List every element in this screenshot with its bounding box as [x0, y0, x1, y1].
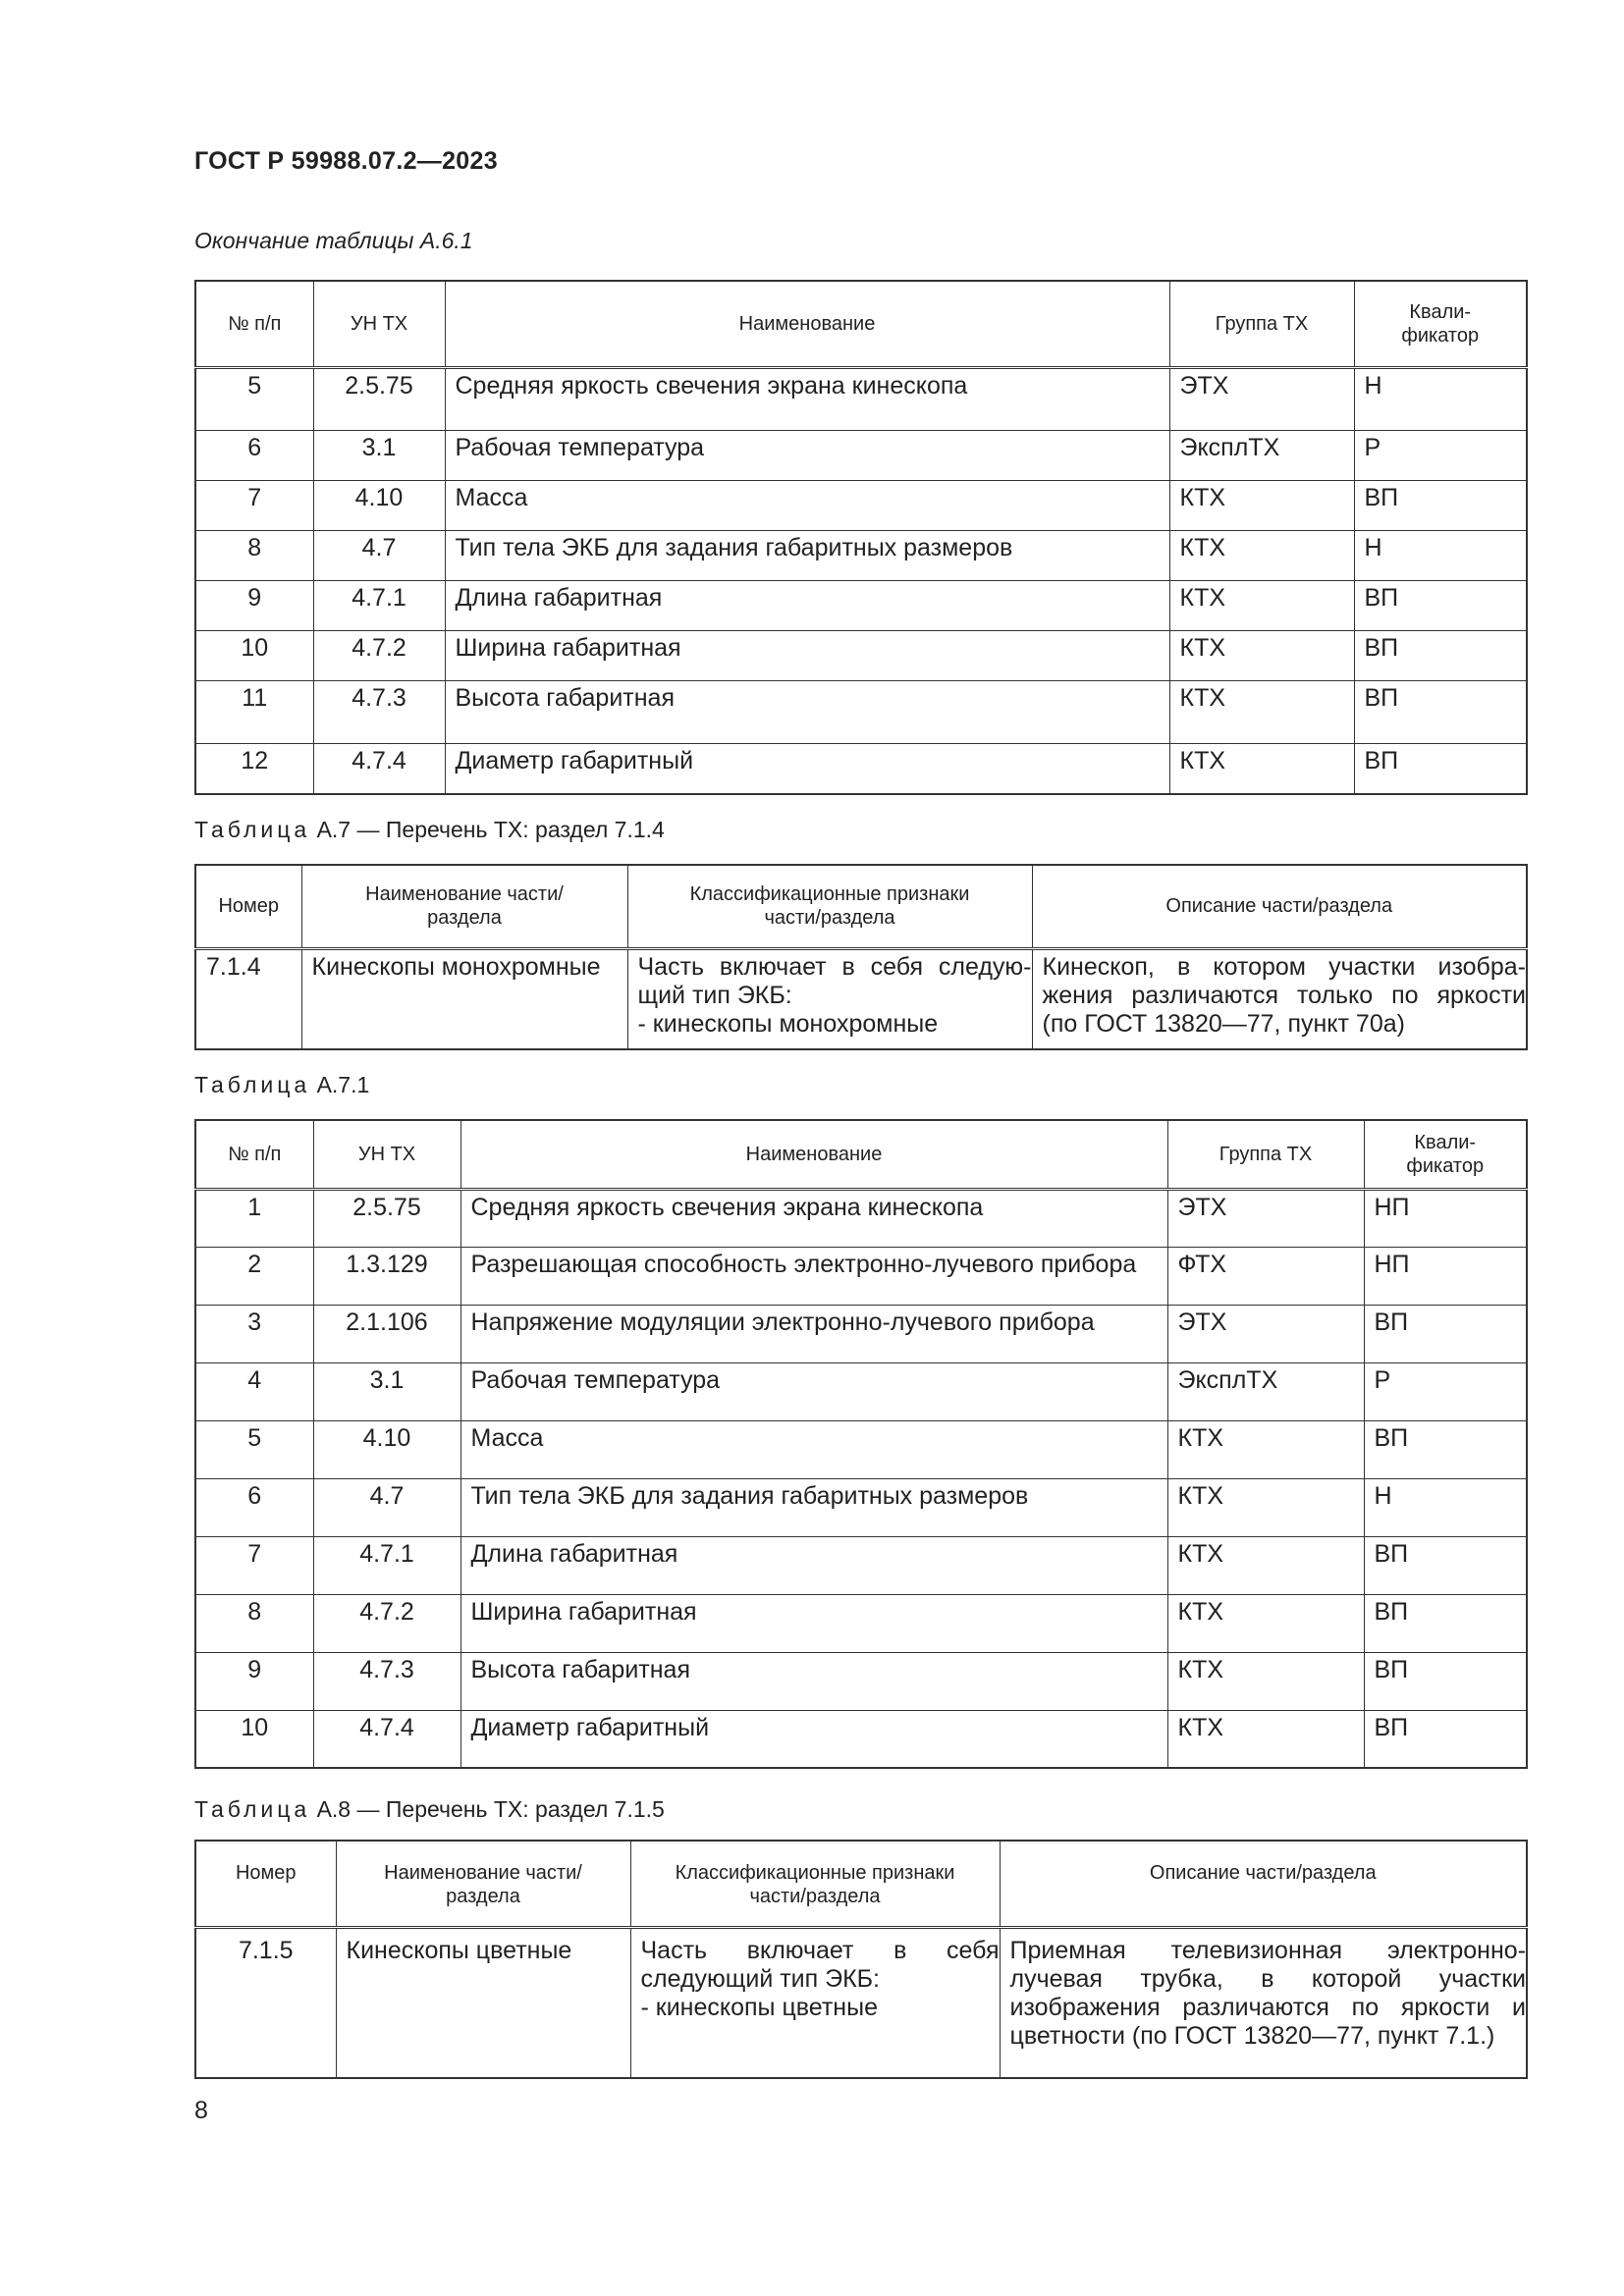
characteristic-group: КТХ	[1167, 1710, 1364, 1768]
characteristic-code: 3.1	[313, 1362, 460, 1420]
table-row	[195, 1362, 1527, 1420]
table-row	[195, 1927, 1527, 2078]
characteristic-name: Диаметр габаритный	[460, 1710, 1167, 1768]
description-line: Приемная телевизионная электронно-	[1009, 1936, 1526, 1964]
table-a8-header-row	[195, 1841, 1527, 1927]
characteristic-code: 1.3.129	[313, 1247, 460, 1305]
table-a7	[194, 864, 1528, 1050]
header-part-name: Наименование части/ раздела	[301, 865, 627, 948]
table-row	[195, 1305, 1527, 1362]
characteristic-group: КТХ	[1167, 1478, 1364, 1536]
row-number: 6	[195, 430, 313, 480]
characteristic-name: Тип тела ЭКБ для задания габаритных размеров	[460, 1478, 1167, 1536]
characteristic-code: 4.7.4	[313, 743, 445, 794]
header-features: Классификационные признаки части/раздела	[627, 865, 1032, 948]
table-row	[195, 680, 1527, 743]
characteristic-code: 4.7	[313, 530, 445, 580]
table-a61-caption: Окончание таблицы А.6.1	[194, 228, 473, 253]
table-a71-header-row	[195, 1120, 1527, 1189]
characteristic-code: 4.7.3	[313, 680, 445, 743]
characteristic-code: 2.1.106	[313, 1305, 460, 1362]
characteristic-name: Средняя яркость свечения экрана кинескопа	[445, 367, 1169, 430]
row-number: 1	[195, 1189, 313, 1247]
characteristic-group: КТХ	[1167, 1420, 1364, 1478]
table-a71-caption	[194, 1072, 369, 1098]
qualifier: НП	[1364, 1247, 1527, 1305]
part-name: Кинескопы монохромные	[301, 948, 627, 1049]
characteristic-name: Разрешающая способность электронно-лучевого прибора	[460, 1247, 1167, 1305]
features-line: Часть включает в себя следую-	[637, 952, 1032, 981]
caption-label: Таблица	[194, 1072, 311, 1097]
features-line: - кинескопы монохромные	[637, 1009, 939, 1038]
characteristic-name: Диаметр габаритный	[445, 743, 1169, 794]
document-code-header: ГОСТ Р 59988.07.2—2023	[194, 147, 498, 175]
row-number: 8	[195, 530, 313, 580]
table-a7-caption	[194, 817, 665, 843]
characteristic-code: 4.7.2	[313, 630, 445, 680]
characteristic-name: Длина габаритная	[460, 1536, 1167, 1594]
characteristic-name: Рабочая температура	[460, 1362, 1167, 1420]
characteristic-group: КТХ	[1167, 1536, 1364, 1594]
characteristic-group: КТХ	[1169, 580, 1354, 630]
qualifier: ВП	[1364, 1652, 1527, 1710]
qualifier: Н	[1354, 367, 1527, 430]
characteristic-name: Ширина габаритная	[460, 1594, 1167, 1652]
table-a8-caption	[194, 1796, 665, 1823]
characteristic-name: Тип тела ЭКБ для задания габаритных размеров	[445, 530, 1169, 580]
header-features: Классификационные признаки части/раздела	[630, 1841, 1000, 1927]
characteristic-code: 4.7	[313, 1478, 460, 1536]
table-row	[195, 1478, 1527, 1536]
table-row	[195, 1189, 1527, 1247]
features-line: следующий тип ЭКБ:	[640, 1964, 881, 1993]
qualifier: ВП	[1364, 1536, 1527, 1594]
characteristic-group: КТХ	[1169, 630, 1354, 680]
characteristic-group: ЭТХ	[1169, 367, 1354, 430]
row-number: 3	[195, 1305, 313, 1362]
header-qualifier: Квали- фикатор	[1364, 1120, 1527, 1189]
characteristic-name: Рабочая температура	[445, 430, 1169, 480]
qualifier: ВП	[1354, 480, 1527, 530]
header-description: Описание части/раздела	[1032, 865, 1527, 948]
qualifier: ВП	[1364, 1594, 1527, 1652]
header-group: Группа ТХ	[1167, 1120, 1364, 1189]
qualifier: НП	[1364, 1189, 1527, 1247]
part-features	[627, 948, 1032, 1049]
qualifier: ВП	[1354, 630, 1527, 680]
qualifier: ВП	[1364, 1710, 1527, 1768]
page-number: 8	[194, 2097, 208, 2124]
characteristic-group: КТХ	[1167, 1652, 1364, 1710]
header-description: Описание части/раздела	[1000, 1841, 1527, 1927]
header-number: № п/п	[195, 1120, 313, 1189]
table-row	[195, 1420, 1527, 1478]
description-line: изображения различаются по яркости и	[1009, 1993, 1526, 2021]
row-number: 10	[195, 1710, 313, 1768]
table-row	[195, 580, 1527, 630]
characteristic-code: 4.7.1	[313, 1536, 460, 1594]
table-row	[195, 430, 1527, 480]
qualifier: Н	[1354, 530, 1527, 580]
table-row	[195, 630, 1527, 680]
table-a7-header-row	[195, 865, 1527, 948]
part-number: 7.1.4	[195, 948, 301, 1049]
table-row	[195, 480, 1527, 530]
characteristic-code: 3.1	[313, 430, 445, 480]
header-code: УН ТХ	[313, 1120, 460, 1189]
table-a8	[194, 1840, 1528, 2079]
qualifier: Н	[1364, 1478, 1527, 1536]
row-number: 9	[195, 580, 313, 630]
table-row	[195, 367, 1527, 430]
table-row	[195, 1247, 1527, 1305]
qualifier: Р	[1354, 430, 1527, 480]
characteristic-group: ФТХ	[1167, 1247, 1364, 1305]
characteristic-name: Высота габаритная	[460, 1652, 1167, 1710]
characteristic-name: Напряжение модуляции электронно-лучевого прибора	[460, 1305, 1167, 1362]
part-description	[1000, 1927, 1527, 2078]
characteristic-code: 4.10	[313, 480, 445, 530]
header-number: Номер	[195, 865, 301, 948]
caption-text: А.7.1	[310, 1072, 370, 1097]
table-row	[195, 1710, 1527, 1768]
qualifier: Р	[1364, 1362, 1527, 1420]
characteristic-group: КТХ	[1167, 1594, 1364, 1652]
characteristic-name: Масса	[445, 480, 1169, 530]
qualifier: ВП	[1354, 743, 1527, 794]
header-group: Группа ТХ	[1169, 281, 1354, 367]
qualifier: ВП	[1354, 580, 1527, 630]
row-number: 8	[195, 1594, 313, 1652]
table-row	[195, 743, 1527, 794]
characteristic-group: ЭТХ	[1167, 1305, 1364, 1362]
features-line: щий тип ЭКБ:	[637, 981, 792, 1009]
caption-label: Таблица	[194, 1796, 311, 1822]
header-number: Номер	[195, 1841, 336, 1927]
description-line: жения различаются только по яркости	[1042, 981, 1526, 1009]
qualifier: ВП	[1364, 1305, 1527, 1362]
row-number: 7	[195, 1536, 313, 1594]
characteristic-name: Ширина габаритная	[445, 630, 1169, 680]
table-row	[195, 1652, 1527, 1710]
qualifier: ВП	[1364, 1420, 1527, 1478]
characteristic-name: Длина габаритная	[445, 580, 1169, 630]
description-line: (по ГОСТ 13820—77, пункт 70а)	[1042, 1009, 1405, 1038]
row-number: 5	[195, 367, 313, 430]
characteristic-code: 4.7.4	[313, 1710, 460, 1768]
header-qualifier: Квали- фикатор	[1354, 281, 1527, 367]
characteristic-code: 4.7.1	[313, 580, 445, 630]
characteristic-code: 2.5.75	[313, 367, 445, 430]
table-a61-header-row	[195, 281, 1527, 367]
characteristic-group: КТХ	[1169, 530, 1354, 580]
table-row	[195, 1594, 1527, 1652]
header-code: УН ТХ	[313, 281, 445, 367]
characteristic-code: 4.7.2	[313, 1594, 460, 1652]
characteristic-group: КТХ	[1169, 743, 1354, 794]
table-a71	[194, 1119, 1528, 1769]
characteristic-group: ЭксплТХ	[1169, 430, 1354, 480]
caption-text: А.8 — Перечень ТХ: раздел 7.1.5	[310, 1796, 665, 1822]
description-line: Кинескоп, в котором участки изобра-	[1042, 952, 1526, 981]
header-number: № п/п	[195, 281, 313, 367]
part-features	[630, 1927, 1000, 2078]
part-number: 7.1.5	[195, 1927, 336, 2078]
description-line: цветности (по ГОСТ 13820—77, пункт 7.1.)	[1009, 2021, 1495, 2050]
row-number: 6	[195, 1478, 313, 1536]
row-number: 7	[195, 480, 313, 530]
row-number: 10	[195, 630, 313, 680]
description-line: лучевая трубка, в которой участки	[1009, 1964, 1526, 1993]
header-name: Наименование	[445, 281, 1169, 367]
table-row	[195, 530, 1527, 580]
row-number: 2	[195, 1247, 313, 1305]
features-line: Часть включает в себя	[640, 1936, 1000, 1964]
characteristic-group: ЭТХ	[1167, 1189, 1364, 1247]
table-row	[195, 1536, 1527, 1594]
characteristic-group: КТХ	[1169, 480, 1354, 530]
qualifier: ВП	[1354, 680, 1527, 743]
caption-text: А.7 — Перечень ТХ: раздел 7.1.4	[310, 817, 665, 842]
caption-label: Таблица	[194, 817, 311, 842]
table-a61	[194, 280, 1528, 795]
header-name: Наименование	[460, 1120, 1167, 1189]
characteristic-group: ЭксплТХ	[1167, 1362, 1364, 1420]
row-number: 5	[195, 1420, 313, 1478]
table-row	[195, 948, 1527, 1049]
row-number: 4	[195, 1362, 313, 1420]
characteristic-code: 4.10	[313, 1420, 460, 1478]
characteristic-name: Масса	[460, 1420, 1167, 1478]
features-line: - кинескопы цветные	[640, 1993, 878, 2021]
row-number: 12	[195, 743, 313, 794]
header-part-name: Наименование части/ раздела	[336, 1841, 630, 1927]
row-number: 11	[195, 680, 313, 743]
characteristic-group: КТХ	[1169, 680, 1354, 743]
characteristic-name: Высота габаритная	[445, 680, 1169, 743]
characteristic-code: 2.5.75	[313, 1189, 460, 1247]
characteristic-name: Средняя яркость свечения экрана кинескопа	[460, 1189, 1167, 1247]
row-number: 9	[195, 1652, 313, 1710]
characteristic-code: 4.7.3	[313, 1652, 460, 1710]
part-name: Кинескопы цветные	[336, 1927, 630, 2078]
part-description	[1032, 948, 1527, 1049]
